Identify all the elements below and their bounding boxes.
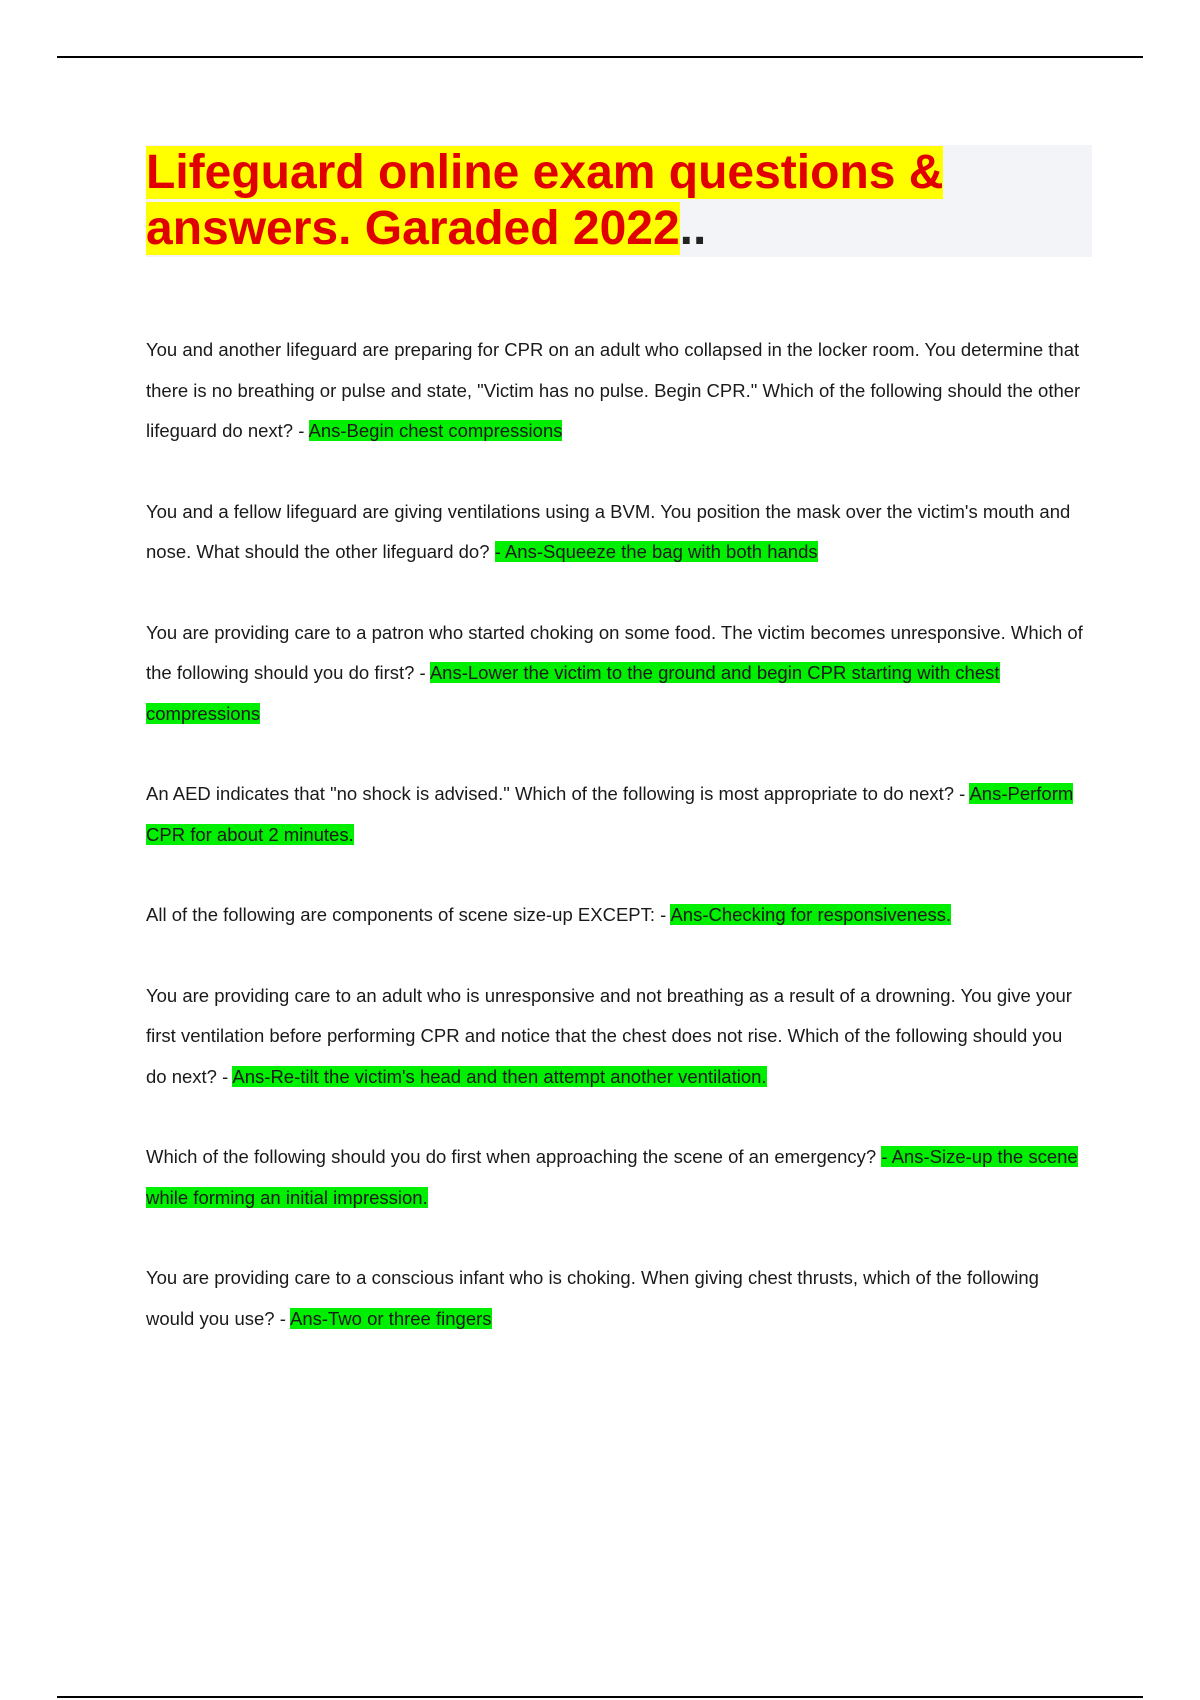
question-text: You are providing care to an adult who is unresponsive and not breathing as a result of a drowning. You give your first ventilation before performing CPR and notice that the chest does not rise. Which of the following should you do next? - xyxy=(146,984,1072,1087)
answer-highlight: Ans-Lower the victim to the ground and begin CPR starting with chest compressions xyxy=(146,662,1000,724)
answer-highlight: Ans-Re-tilt the victim's head and then attempt another ventilation. xyxy=(232,1065,767,1087)
question-text: You are providing care to a patron who started choking on some food. The victim becomes unresponsive. Which of the following should you do first? - xyxy=(146,621,1083,683)
bottom-rule xyxy=(57,1696,1143,1698)
title-block xyxy=(146,145,1092,257)
answer-highlight: - Ans-Size-up the scene while forming an initial impression. xyxy=(146,1146,1078,1208)
qa-item xyxy=(146,1137,1086,1218)
answer-highlight: Ans-Perform CPR for about 2 minutes. xyxy=(146,783,1074,845)
question-text: An AED indicates that "no shock is advised." Which of the following is most appropriate to do next? - xyxy=(146,783,970,804)
title-highlight: Lifeguard online exam questions & answers. Garaded 2022 xyxy=(146,146,944,255)
title-suffix: .. xyxy=(679,202,707,255)
qa-item xyxy=(146,492,1086,573)
question-text: You are providing care to a conscious infant who is choking. When giving chest thrusts, which of the following would you use? - xyxy=(146,1267,1039,1329)
qa-list xyxy=(146,330,1086,1379)
answer-highlight: - Ans-Squeeze the bag with both hands xyxy=(494,541,818,562)
qa-item xyxy=(146,613,1086,735)
question-text: You and a fellow lifeguard are giving ventilations using a BVM. You position the mask over the victim's mouth and nose. What should the other lifeguard do? xyxy=(146,500,1071,562)
question-text: All of the following are components of scene size-up EXCEPT: - xyxy=(146,904,671,925)
document-title xyxy=(146,145,1092,257)
qa-item xyxy=(146,1258,1086,1339)
question-text: Which of the following should you do first when approaching the scene of an emergency? xyxy=(146,1146,882,1167)
qa-item xyxy=(146,895,1086,936)
answer-highlight: Ans-Begin chest compressions xyxy=(308,420,563,441)
answer-highlight: Ans-Two or three fingers xyxy=(289,1307,492,1329)
top-rule xyxy=(57,56,1143,58)
qa-item xyxy=(146,330,1086,452)
qa-item xyxy=(146,774,1086,855)
answer-highlight: Ans-Checking for responsiveness. xyxy=(670,904,952,925)
qa-item xyxy=(146,976,1086,1098)
question-text: You and another lifeguard are preparing for CPR on an adult who collapsed in the locker room. You determine that there is no breathing or pulse and state, "Victim has no pulse. Begin CPR." Which of the following should the other lifeguard do next? - xyxy=(146,339,1081,441)
